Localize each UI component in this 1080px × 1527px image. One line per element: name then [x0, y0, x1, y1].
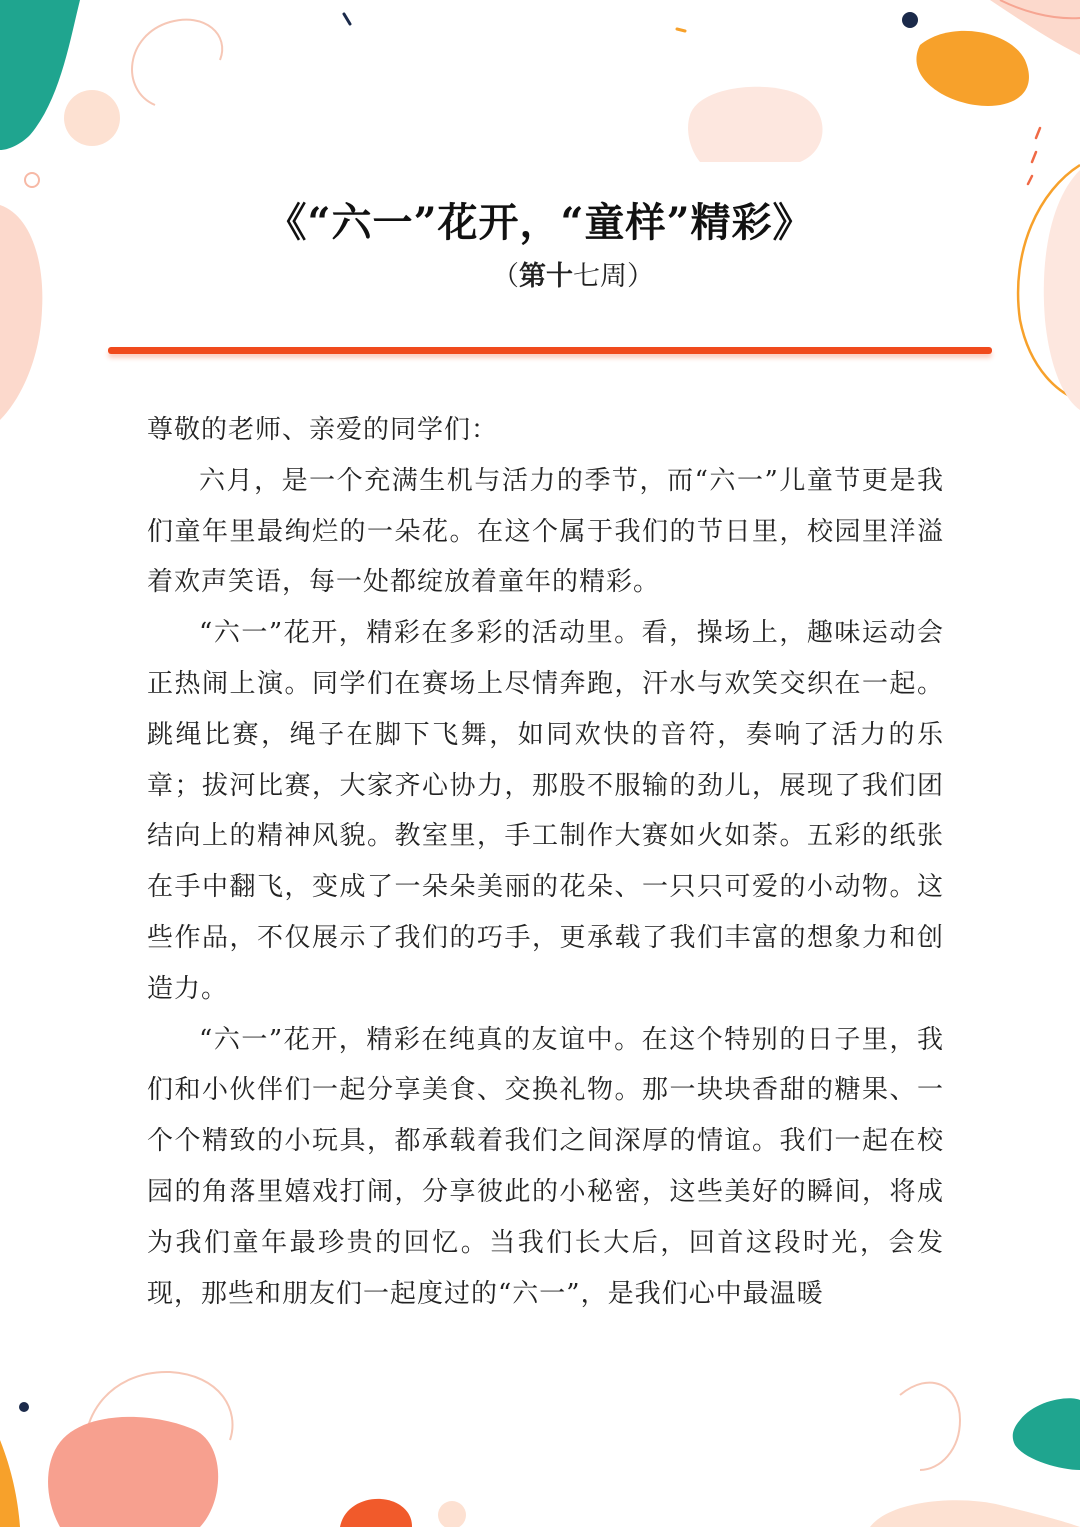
navy-dot-bottom-left: [19, 1402, 29, 1412]
peach-blob-bottom-right: [870, 1500, 1080, 1527]
subtitle-open-paren: （: [492, 261, 519, 292]
peach-dot-bottom-center: [438, 1501, 466, 1527]
subtitle-week-regular: 七周: [573, 261, 627, 292]
document-body: [147, 405, 944, 1319]
dash-top-1: [344, 14, 350, 24]
paragraph-1: 六月，是一个充满生机与活力的季节，而“六一”儿童节更是我们童年里最绚烂的一朵花。在这个属于我们的节日里，校园里洋溢着欢声笑语，每一处都绽放着童年的精彩。: [147, 465, 944, 598]
orange-blob-top-right: [916, 31, 1029, 106]
dash-right-1: [1036, 128, 1040, 138]
title-divider: [108, 347, 992, 354]
outline-arc-bottom-right: [900, 1383, 960, 1470]
outline-arc-top-left: [132, 20, 222, 105]
document-title: 《“六一”花开，“童样”精彩》: [266, 199, 814, 246]
peach-blob-top-center: [688, 87, 822, 162]
navy-dot-top-right: [902, 12, 918, 28]
subtitle-week-bold: 第十: [519, 261, 573, 292]
greeting: 尊敬的老师、亲爱的同学们：: [147, 415, 499, 445]
peach-circle-top-left: [64, 90, 120, 146]
dash-right-3: [1028, 176, 1032, 184]
paragraph-2: “六一”花开，精彩在多彩的活动里。看，操场上，趣味运动会正热闹上演。同学们在赛场上尽情奔跑，汗水与欢笑交织在一起。跳绳比赛，绳子在脚下飞舞，如同欢快的音符，奏响了活力的乐章；拔河比赛，大家齐心协力，那股不服输的劲儿，展现了我们团结向上的精神风貌。教室里，手工制作大赛如火如荼。五彩的纸张在手中翻飞，变成了一朵朵美丽的花朵、一只只可爱的小动物。这些作品，不仅展示了我们的巧手，更承载了我们丰富的想象力和创造力。: [147, 618, 944, 1004]
coral-blob-bottom-left: [48, 1417, 218, 1527]
document-subtitle: [0, 254, 1080, 300]
dash-right-2: [1032, 152, 1036, 162]
subtitle-close-paren: ）: [627, 261, 654, 292]
peach-blob-bottom-center: [340, 1499, 412, 1527]
orange-corner-bottom-left: [0, 1440, 20, 1527]
teal-blob-bottom-right: [1013, 1398, 1080, 1470]
paragraph-3: “六一”花开，精彩在纯真的友谊中。在这个特别的日子里，我们和小伙伴们一起分享美食、交换礼物。那一块块香甜的糖果、一个个精致的小玩具，都承载着我们之间深厚的情谊。我们一起在校园的角落里嬉戏打闹，分享彼此的小秘密，这些美好的瞬间，将成为我们童年最珍贵的回忆。当我们长大后，回首这段时光，会发现，那些和朋友们一起度过的“六一”，是我们心中最温暖: [147, 1024, 944, 1309]
dash-top-2: [677, 29, 685, 31]
small-ring-left: [25, 173, 39, 187]
